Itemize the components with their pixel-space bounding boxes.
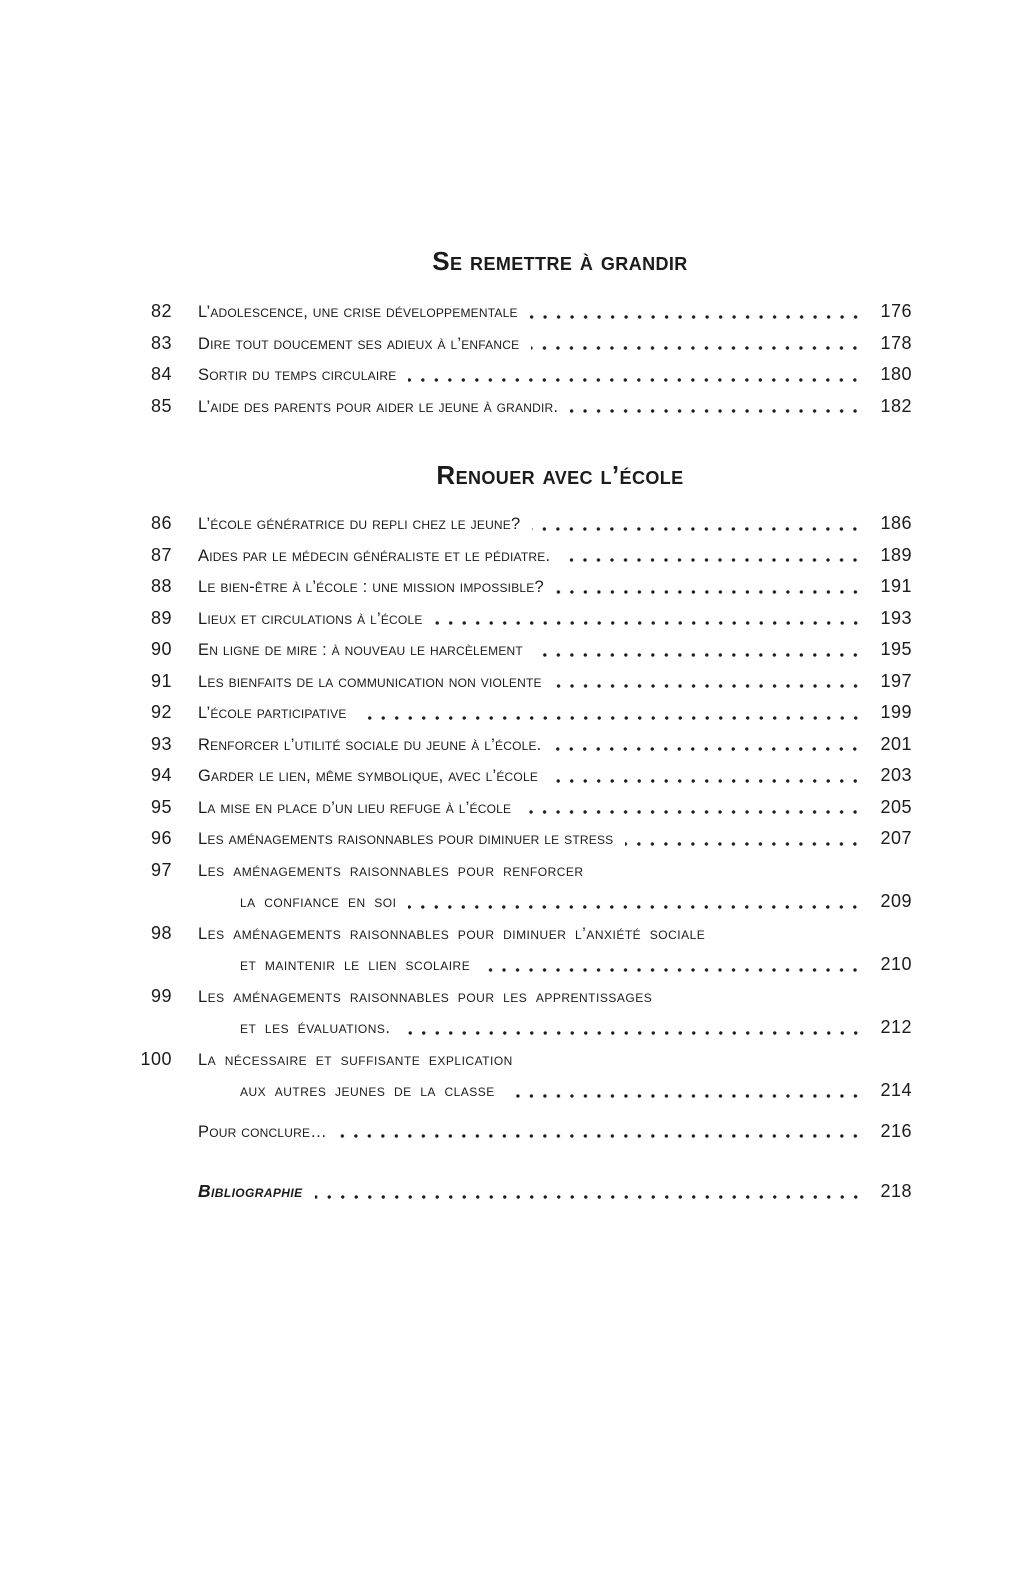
entry-title: Les bienfaits de la communication non violente xyxy=(198,672,542,691)
dot-leader xyxy=(562,558,862,562)
toc-entry xyxy=(120,792,912,824)
toc-entry xyxy=(120,760,912,792)
toc-entry-line1 xyxy=(120,1044,912,1076)
section-heading: Renouer avec l’école xyxy=(436,460,684,490)
entry-title: Dire tout doucement ses adieux à l’enfance xyxy=(198,334,520,353)
section-heading: Se remettre à grandir xyxy=(432,246,688,276)
entry-title: Garder le lien, même symbolique, avec l’école xyxy=(198,767,539,785)
entry-title-continuation: et les évaluations. xyxy=(240,1019,391,1037)
toc-entry-line1 xyxy=(120,855,912,887)
chapter-number: 92 xyxy=(150,702,172,722)
dot-leader xyxy=(535,653,862,657)
page-number: 214 xyxy=(880,1080,912,1100)
entry-title: Sortir du temps circulaire xyxy=(198,366,397,384)
chapter-number: 99 xyxy=(150,985,172,1006)
page-number: 205 xyxy=(880,796,912,817)
toc-entry xyxy=(120,729,912,761)
page-number: 218 xyxy=(880,1181,912,1201)
chapter-number: 86 xyxy=(150,513,172,533)
entry-title: Les aménagements raisonnables pour les apprentissages xyxy=(198,987,653,1006)
entry-title-continuation: et maintenir le lien scolaire xyxy=(240,956,471,974)
toc-entry-line2 xyxy=(120,886,912,918)
chapter-number: 94 xyxy=(150,765,172,785)
chapter-number: 95 xyxy=(150,796,172,817)
chapter-number: 93 xyxy=(150,733,172,754)
dot-leader xyxy=(531,346,862,350)
page-number: 201 xyxy=(880,733,912,754)
chapter-number: 89 xyxy=(150,607,172,628)
dot-leader xyxy=(550,779,862,783)
dot-leader xyxy=(507,1094,862,1098)
toc-entry xyxy=(120,508,912,540)
toc-content xyxy=(120,0,912,1208)
dot-leader xyxy=(482,968,862,972)
chapter-number: 91 xyxy=(150,670,172,691)
toc-entry-line1 xyxy=(120,981,912,1013)
chapter-number: 100 xyxy=(140,1048,172,1069)
dot-leader xyxy=(435,621,862,625)
page-number: 209 xyxy=(880,891,912,911)
page-number: 210 xyxy=(880,954,912,974)
chapter-number: 96 xyxy=(150,828,172,848)
dot-leader xyxy=(359,716,862,720)
entry-title: Les aménagements raisonnables pour diminuer l’anxiété sociale xyxy=(198,924,706,943)
conclusion-row xyxy=(120,1116,912,1148)
entry-title: La nécessaire et suffisante explication xyxy=(198,1050,513,1069)
toc-entry-line2 xyxy=(120,1012,912,1044)
bibliography-row xyxy=(120,1176,912,1208)
toc-entry xyxy=(120,296,912,328)
entry-title: Aides par le médecin généraliste et le pédiatre. xyxy=(198,546,551,565)
dot-leader xyxy=(315,1195,862,1199)
chapter-number: 90 xyxy=(150,639,172,659)
page-number: 193 xyxy=(880,607,912,628)
page-number: 207 xyxy=(880,828,912,848)
page-number: 182 xyxy=(880,395,912,416)
dot-leader xyxy=(625,842,862,846)
toc-entry-line2 xyxy=(120,949,912,981)
toc-entry xyxy=(120,571,912,603)
toc-entry xyxy=(120,391,912,423)
toc-entry xyxy=(120,359,912,391)
dot-leader xyxy=(556,590,862,594)
entry-title-continuation: la confiance en soi xyxy=(240,893,397,911)
entry-title-continuation: aux autres jeunes de la classe xyxy=(240,1082,495,1100)
dot-leader xyxy=(553,747,862,751)
chapter-number: 85 xyxy=(150,395,172,416)
entry-title: La mise en place d’un lieu refuge à l’école xyxy=(198,798,512,817)
bibliography-title: Bibliographie xyxy=(198,1181,303,1201)
toc-entry xyxy=(120,540,912,572)
chapter-number: 84 xyxy=(150,364,172,384)
entry-title: En ligne de mire : à nouveau le harcèlement xyxy=(198,641,523,659)
chapter-number: 88 xyxy=(150,576,172,596)
dot-leader xyxy=(530,315,862,319)
page-number: 180 xyxy=(880,364,912,384)
dot-leader xyxy=(523,810,862,814)
dot-leader xyxy=(532,527,862,531)
toc-entry xyxy=(120,823,912,855)
toc-entry xyxy=(120,634,912,666)
page-number: 197 xyxy=(880,670,912,691)
entry-title: L’aide des parents pour aider le jeune à grandir. xyxy=(198,397,559,416)
toc-entry xyxy=(120,603,912,635)
entry-title: Lieux et circulations à l’école xyxy=(198,609,423,628)
dot-leader xyxy=(570,409,862,413)
dot-leader xyxy=(408,905,862,909)
entry-title: Renforcer l’utilité sociale du jeune à l’école. xyxy=(198,735,542,754)
page-number: 199 xyxy=(880,702,912,722)
chapter-number: 82 xyxy=(150,301,172,321)
toc-entry-line2 xyxy=(120,1075,912,1107)
entry-title: L’adolescence, une crise développementale xyxy=(198,303,518,321)
chapter-number: 87 xyxy=(150,544,172,565)
dot-leader xyxy=(554,684,862,688)
page-number: 178 xyxy=(880,332,912,353)
entry-title: Les aménagements raisonnables pour renforcer xyxy=(198,861,584,880)
page-number: 189 xyxy=(880,544,912,565)
toc-entry-line1 xyxy=(120,918,912,950)
page-number: 212 xyxy=(880,1017,912,1037)
toc-section-1 xyxy=(120,296,912,422)
chapter-number: 98 xyxy=(150,922,172,943)
entry-title: L’école génératrice du repli chez le jeune? xyxy=(198,515,521,533)
toc-entry xyxy=(120,666,912,698)
dot-leader xyxy=(408,378,862,382)
page-number: 176 xyxy=(880,301,912,321)
chapter-number: 83 xyxy=(150,332,172,353)
page-number: 203 xyxy=(880,765,912,785)
page-number: 195 xyxy=(880,639,912,659)
toc-entry xyxy=(120,697,912,729)
toc-section-2 xyxy=(120,508,912,1107)
entry-title: Le bien-être à l’école : une mission impossible? xyxy=(198,578,544,596)
entry-title: L’école participative xyxy=(198,704,347,722)
page-number: 191 xyxy=(880,576,912,596)
dot-leader xyxy=(403,1031,862,1035)
chapter-number: 97 xyxy=(150,859,172,880)
page-number: 186 xyxy=(880,513,912,533)
dot-leader xyxy=(339,1134,862,1138)
entry-title: Les aménagements raisonnables pour diminuer le stress xyxy=(198,830,614,848)
toc-entry xyxy=(120,328,912,360)
page-number: 216 xyxy=(880,1120,912,1141)
conclusion-title: Pour conclure… xyxy=(198,1122,327,1141)
